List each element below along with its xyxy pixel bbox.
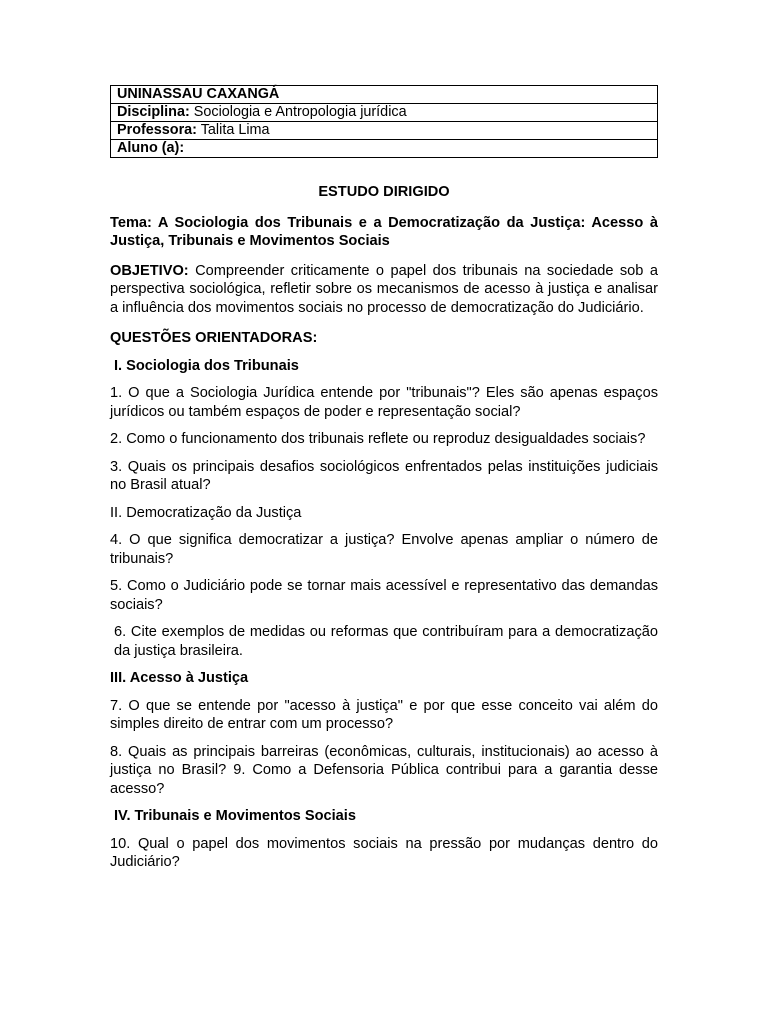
section-4-heading: IV. Tribunais e Movimentos Sociais: [114, 808, 356, 824]
section-2-heading: II. Democratização da Justiça: [110, 504, 302, 521]
question-3: 3. Quais os principais desafios sociológicos enfrentados pelas instituições judiciais no Brasil atual?: [110, 458, 658, 493]
question-8-9: 8. Quais as principais barreiras (econômicas, culturais, institucionais) ao acesso à justiça no Brasil? 9. Como a Defensoria Pública contribui para a garantia desse acesso?: [110, 743, 658, 797]
question-1: 1. O que a Sociologia Jurídica entende por "tribunais"? Eles são apenas espaços jurídicos ou também espaços de poder e representação social?: [110, 385, 658, 420]
objetivo-label: OBJETIVO:: [110, 262, 189, 279]
question-7: 7. O que se entende por "acesso à justiça" e por que esse conceito vai além do simples direito de entrar com um processo?: [110, 697, 658, 732]
document-title: ESTUDO DIRIGIDO: [318, 184, 450, 200]
discipline-value: Sociologia e Antropologia jurídica: [193, 104, 407, 120]
discipline-label: Disciplina:: [117, 104, 190, 120]
questions-title: QUESTÕES ORIENTADORAS:: [110, 330, 318, 346]
objetivo-paragraph: [110, 262, 658, 318]
professor-label: Professora:: [117, 122, 197, 138]
header-row-discipline: [111, 104, 658, 122]
header-row-institution: [111, 86, 658, 104]
institution-name: UNINASSAU CAXANGÁ: [111, 86, 658, 104]
section-1-heading: I. Sociologia dos Tribunais: [114, 357, 299, 374]
question-6: 6. Cite exemplos de medidas ou reformas que contribuíram para a democratização da justiça brasileira.: [114, 624, 658, 659]
student-label: Aluno (a):: [111, 140, 658, 158]
section-3-heading: III. Acesso à Justiça: [110, 670, 249, 686]
question-4: 4. O que significa democratizar a justiça? Envolve apenas ampliar o número de tribunais?: [110, 532, 658, 567]
header-row-student: [111, 140, 658, 158]
document-page: [110, 85, 658, 872]
header-row-professor: [111, 122, 658, 140]
tema-heading: Tema: A Sociologia dos Tribunais e a Democratização da Justiça: Acesso à Justiça, Tribunais e Movimentos Sociais: [110, 214, 658, 249]
question-10: 10. Qual o papel dos movimentos sociais na pressão por mudanças dentro do Judiciário?: [110, 835, 658, 870]
question-2: 2. Como o funcionamento dos tribunais reflete ou reproduz desigualdades sociais?: [110, 431, 646, 447]
header-table: [110, 85, 658, 158]
professor-value: Talita Lima: [200, 122, 270, 138]
question-5: 5. Como o Judiciário pode se tornar mais acessível e representativo das demandas sociais?: [110, 578, 658, 613]
objetivo-text: Compreender criticamente o papel dos tribunais na sociedade sob a perspectiva sociológica, refletir sobre os mecanismos de acesso à justiça e analisar a influência dos movimentos sociais no processo de democratização do Judiciário.: [110, 262, 658, 316]
